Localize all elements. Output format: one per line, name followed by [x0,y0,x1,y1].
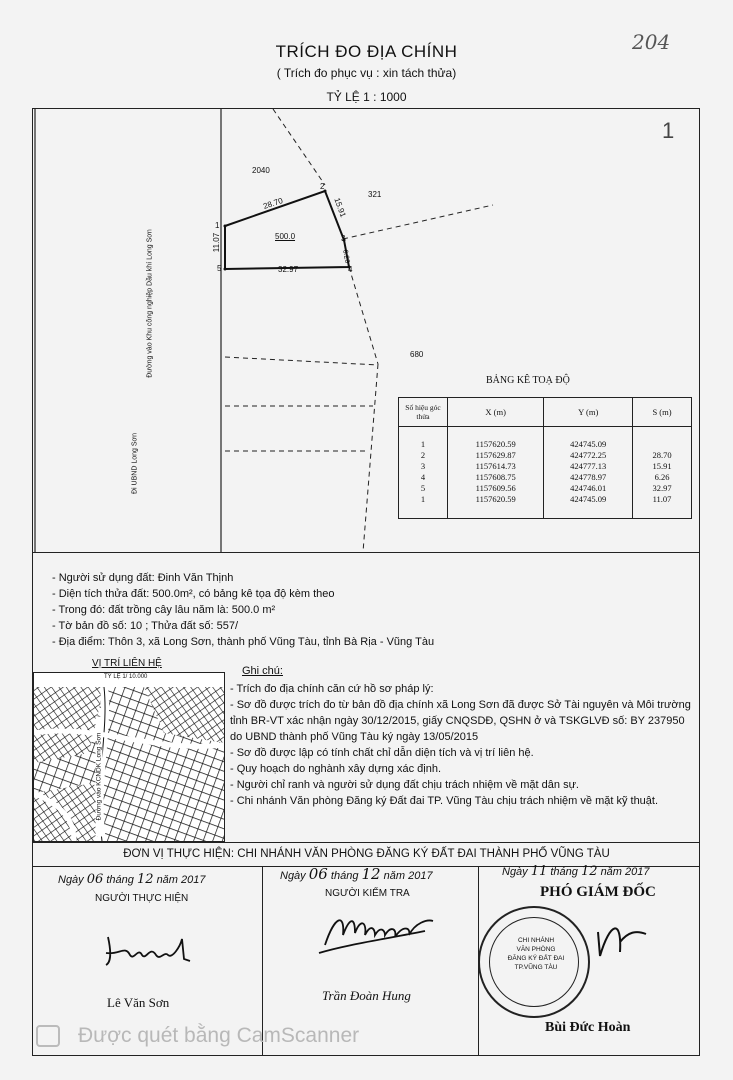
location-line: - Địa điểm: Thôn 3, xã Long Sơn, thành phố Vũng Tàu, tỉnh Bà Rịa - Vũng Tàu [52,636,435,648]
note-item: - Sơ đồ được trích đo từ bản đồ địa chính xã Long Sơn đã được Sở Tài nguyên và Môi trường [230,699,691,711]
date-month: 12 [580,864,598,879]
col-header-y: Y (m) [544,398,633,427]
cell: 424746.01 [544,482,633,493]
cell: 32.97 [633,482,692,493]
notes-title: Ghi chú: [242,665,283,677]
parcel-area: 500.0 [275,232,296,241]
coord-table [398,397,692,519]
cell: 1 [399,438,448,449]
date-month-label: tháng [330,870,359,882]
date-day-label: Ngày [502,866,528,878]
executor-line: ĐƠN VỊ THỰC HIỆN: CHI NHÁNH VĂN PHÒNG ĐĂNG KÝ ĐẤT ĐAI THÀNH PHỐ VŨNG TÀU [123,848,610,860]
cell: 1157608.75 [448,471,544,482]
stamp-line: ĐĂNG KÝ ĐẤT ĐAI [507,955,565,962]
date-day-label: Ngày [280,870,306,882]
stamp-line: CHI NHÁNH [517,937,555,944]
location-map-title: VỊ TRÍ LIÊN HỆ [92,658,162,669]
scanner-watermark: Được quét bằng CamScanner [78,1024,360,1047]
land-type-line: - Trong đó: đất trồng cây lâu năm là: 500.0 m² [52,604,276,616]
point-2: 2 [320,182,325,191]
neighbor-2040: 2040 [252,166,270,175]
table-row [399,493,692,504]
cell: 424778.97 [544,471,633,482]
date-month-label: tháng [106,874,134,886]
cell: 1157620.59 [448,438,544,449]
location-map-scale: TỶ LỆ 1/ 10.000 [104,674,148,680]
document-title: TRÍCH ĐO ĐỊA CHÍNH [275,42,458,61]
date-day: 06 [308,865,328,883]
signature-checker [315,905,440,960]
role-checker: NGƯỜI KIỂM TRA [325,888,410,899]
neighbor-321: 321 [368,190,382,199]
owner-line: - Người sử dụng đất: Đinh Văn Thịnh [52,572,234,584]
signature-date-1 [58,872,206,888]
cell: 1157620.59 [448,493,544,504]
cell: 1157629.87 [448,449,544,460]
date-year: năm 2017 [156,874,206,886]
notes-list [230,681,695,809]
date-year: năm 2017 [383,870,433,882]
stamp-line: TP.VŨNG TÀU [514,964,558,971]
cell: 15.91 [633,460,692,471]
point-4: 4 [348,265,353,274]
cell: 11.07 [633,493,692,504]
date-month: 12 [136,872,154,887]
neighbor-680: 680 [410,350,424,359]
divider [33,842,699,843]
role-deputy-director: PHÓ GIÁM ĐỐC [540,884,656,900]
note-item: do UBND thành phố Vũng Tàu ký ngày 13/05/2015 [230,731,479,743]
cell: 1 [399,493,448,504]
date-day-label: Ngày [58,874,84,886]
official-stamp [478,906,590,1018]
note-item: - Quy hoạch do nghành xây dựng xác định. [230,763,442,775]
name-performer: Lê Văn Sơn [107,995,170,1010]
cell: 28.70 [633,449,692,460]
area-line: - Diện tích thửa đất: 500.0m², có bảng kê tọa độ kèm theo [52,588,335,600]
signature-date-2 [280,866,433,884]
note-item: - Người chỉ ranh và người sử dụng đất chịu trách nhiệm về mặt dân sự. [230,779,579,791]
date-month-label: tháng [550,866,578,878]
table-row [399,471,692,482]
edge-3-4: 6.26 [341,249,351,264]
date-month: 12 [361,865,381,883]
point-1: 1 [215,221,220,230]
role-performer: NGƯỜI THỰC HIỆN [95,893,189,904]
table-row [399,460,692,471]
cell: 424777.13 [544,460,633,471]
col-header-s: S (m) [633,398,692,427]
map-scale: TỶ LỆ 1 : 1000 [326,90,407,104]
note-item: tỉnh BR-VT xác nhận ngày 30/12/2015, giấy CNQSDĐ, QSHN ở và TSKGLVĐ số: BY 237950 [230,715,685,727]
edge-2-3: 15.91 [332,196,348,219]
signature-date-3 [502,864,650,880]
point-3: 3 [341,234,346,243]
divider [33,552,699,553]
cell [633,438,692,449]
handwritten-number: 204 [632,30,671,54]
camscanner-logo-icon [36,1025,60,1047]
cell: 424745.09 [544,438,633,449]
stamp-text [498,936,574,972]
document-subtitle: ( Trích đo phục vụ : xin tách thửa) [276,66,457,80]
location-road-label: Đường vào KCNDK Long Sơn [96,717,103,837]
table-row [399,438,692,449]
col-header-x: X (m) [448,398,544,427]
cell: 1157614.73 [448,460,544,471]
note-item: - Sơ đồ được lập có tính chất chỉ dẫn diện tích và vị trí liên hệ. [230,747,534,759]
stamp-line: VĂN PHÒNG [516,946,556,953]
point-5: 5 [217,264,222,273]
signature-performer [100,925,200,970]
date-day: 11 [530,864,548,879]
cell: 6.26 [633,471,692,482]
cell: 5 [399,482,448,493]
cell: 1157609.56 [448,482,544,493]
edge-4-5: 32.97 [278,265,299,274]
table-row [399,482,692,493]
cell: 424772.25 [544,449,633,460]
name-deputy-director: Bùi Đức Hoàn [545,1020,631,1035]
handwritten-page-number: 1 [662,118,675,143]
note-item: - Trích đo địa chính căn cứ hồ sơ pháp lý: [230,683,434,695]
table-row [399,449,692,460]
edge-5-1: 11.07 [212,232,222,253]
coord-table-title: BẢNG KÊ TOẠ ĐỘ [486,375,570,386]
date-year: năm 2017 [600,866,650,878]
location-map [33,672,225,842]
name-checker: Trần Đoàn Hung [322,988,411,1003]
edge-1-2: 28.70 [262,196,284,211]
date-day: 06 [86,872,104,887]
road-label-ubnd: Đi UBND Long Sơn [131,433,139,495]
road-label-industrial: Đường vào Khu công nghiệp Dầu khí Long Sơn [146,229,154,378]
col-header-point: Số hiệu góc thửa [399,398,448,427]
note-item: - Chi nhánh Văn phòng Đăng ký Đất đai TP. Vũng Tàu chịu trách nhiệm về mặt kỹ thuật. [230,795,659,807]
cell: 4 [399,471,448,482]
cell: 3 [399,460,448,471]
cell: 2 [399,449,448,460]
cell: 424745.09 [544,493,633,504]
sheet-line: - Tờ bản đồ số: 10 ; Thửa đất số: 557/ [52,620,239,632]
signature-deputy-director [590,912,650,962]
parcel-info [52,570,692,650]
